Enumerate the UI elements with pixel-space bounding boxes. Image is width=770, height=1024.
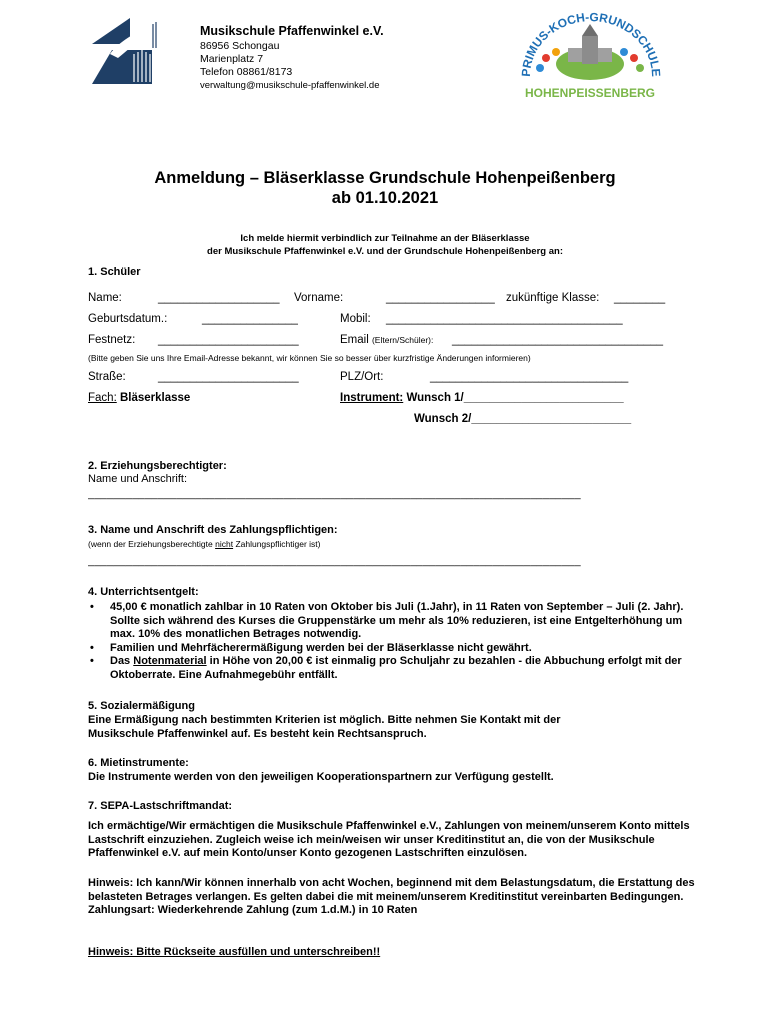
org-phone: Telefon 08861/8173	[200, 66, 293, 78]
email-label-note: (Eltern/Schüler):	[371, 335, 434, 345]
section-miete-heading: 6. Mietinstrumente:	[88, 757, 189, 769]
section-entgelt-heading: 4. Unterrichtsentgelt:	[88, 586, 199, 598]
musikschule-logo	[90, 14, 160, 86]
logo-bottom-text: HOHENPEISSENBERG	[524, 86, 656, 100]
page-title-date: ab 01.10.2021	[331, 189, 439, 207]
musikschule-logo-graphic	[90, 14, 160, 86]
entgelt-bullet-3-underline: Notenmaterial	[133, 655, 207, 667]
mobil-field[interactable]: _____________________________________	[386, 313, 623, 325]
miete-text: Die Instrumente werden von den jeweiligen Kooperationspartnern zur Verfügung gestellt.	[88, 771, 554, 783]
wunsch2-row	[414, 413, 631, 425]
logo-arc-text: PRIMUS-KOCH-GRUNDSCHULE	[518, 9, 664, 78]
wunsch1-label: Wunsch 1/	[406, 392, 464, 404]
name-label: Name:	[88, 292, 122, 304]
section-schueler-heading: 1. Schüler	[88, 266, 141, 278]
zahlung-note	[88, 539, 320, 549]
fach-label: Fach:	[88, 392, 117, 404]
org-email: verwaltung@musikschule-pfaffenwinkel.de	[200, 80, 380, 91]
email-label-text: Email	[340, 334, 369, 346]
zahlung-note-underline: nicht	[215, 539, 234, 549]
erziehung-field[interactable]: ______________________________________________________________________________	[88, 488, 581, 500]
geburtsdatum-field[interactable]: _______________	[202, 313, 298, 325]
email-field[interactable]: _________________________________	[452, 334, 664, 346]
grundschule-logo	[512, 6, 668, 102]
vorname-field[interactable]: _________________	[386, 292, 495, 304]
plz-label: PLZ/Ort:	[340, 371, 384, 383]
entgelt-bullet-1: • 45,00 € monatlich zahlbar in 10 Raten von Oktober bis Juli (1.Jahr), in 11 Raten von September – Juli (2. Jahr). Sollte sich während des Kurses die Gruppenstärke um mehr als 10% reduzieren, ist eine Entgelterhöhung um max. 10% des monatlichen Betrages notwendig.	[88, 601, 708, 642]
zahlung-note-pre: (wenn der Erziehungsberechtigte	[88, 539, 216, 549]
section-sozial-heading: 5. Sozialermäßigung	[88, 700, 195, 712]
mobil-label: Mobil:	[340, 313, 371, 325]
org-address-line1: 86956 Schongau	[200, 40, 280, 52]
fach-row	[88, 392, 190, 404]
page-title: Anmeldung – Bläserklasse Grundschule Hohenpeißenberg	[154, 169, 616, 187]
geburtsdatum-label: Geburtsdatum.:	[88, 313, 168, 325]
plz-field[interactable]: _______________________________	[430, 371, 629, 383]
entgelt-bullet-3-pre: Das	[110, 655, 134, 667]
entgelt-list	[88, 601, 708, 682]
sepa-text-2: Hinweis: Ich kann/Wir können innerhalb von acht Wochen, beginnend mit dem Belastungsdatum, die Erstattung des belasteten Betrages verlangen. Es gelten dabei die mit meinem/unserem Kreditinstitut vereinbarten Bedingungen. Zahlungsart: Wiederkehrende Zahlung (zum 1.d.M.) in 10 Raten	[88, 877, 695, 916]
email-hint: (Bitte geben Sie uns Ihre Email-Adresse bekannt, wir können Sie so besser über kurzfristige Änderungen informieren)	[88, 353, 531, 363]
section-sepa-heading: 7. SEPA-Lastschriftmandat:	[88, 800, 233, 812]
instrument-label: Instrument:	[340, 392, 404, 404]
klasse-field[interactable]: ________	[614, 292, 666, 304]
strasse-label: Straße:	[88, 371, 126, 383]
sepa-text-1: Ich ermächtige/Wir ermächtigen die Musikschule Pfaffenwinkel e.V., Zahlungen von meinem/unserem Konto mittels Lastschrift einzuziehen. Zugleich weise ich mein/weisen wir unser Kreditinstitut an, die von der Musikschule Pfaffenwinkel e.V. auf mein Konto/unser Konto gezogenen Lastschriften einzulösen.	[88, 820, 690, 859]
entgelt-bullet-3	[88, 655, 708, 682]
klasse-label: zukünftige Klasse:	[506, 292, 600, 304]
vorname-label: Vorname:	[294, 292, 344, 304]
section-zahlung-heading: 3. Name und Anschrift des Zahlungspflichtigen:	[88, 524, 338, 536]
festnetz-field[interactable]: ______________________	[158, 334, 299, 346]
org-address-line2: Marienplatz 7	[200, 53, 264, 65]
instrument-row	[340, 392, 624, 404]
zahlung-note-post: Zahlungspflichtiger ist)	[233, 539, 321, 549]
intro-line2: der Musikschule Pfaffenwinkel e.V. und der Grundschule Hohenpeißenberg an:	[207, 246, 563, 257]
org-name: Musikschule Pfaffenwinkel e.V.	[200, 24, 384, 38]
intro-line1: Ich melde hiermit verbindlich zur Teilnahme an der Bläserklasse	[240, 233, 530, 244]
name-field[interactable]: ___________________	[158, 292, 280, 304]
erziehung-sub: Name und Anschrift:	[88, 473, 188, 485]
zahlung-field[interactable]: ______________________________________________________________________________	[88, 555, 581, 567]
wunsch2-label: Wunsch 2/	[414, 413, 472, 425]
wunsch2-field[interactable]: _________________________	[471, 413, 632, 425]
footer-hint: Hinweis: Bitte Rückseite ausfüllen und unterschreiben!!	[88, 946, 381, 958]
wunsch1-field[interactable]: _________________________	[463, 392, 624, 404]
festnetz-label: Festnetz:	[88, 334, 136, 346]
fach-value: Bläserklasse	[119, 392, 191, 404]
strasse-field[interactable]: ______________________	[158, 371, 299, 383]
entgelt-bullet-2: • Familien und Mehrfächerermäßigung werden bei der Bläserklasse nicht gewährt.	[88, 642, 708, 656]
entgelt-bullet-3-post: in Höhe von 20,00 € ist einmalig pro Schuljahr zu bezahlen - die Abbuchung erfolgt mit der Oktoberrate. Eine Aufnahmegebühr entfällt.	[110, 655, 682, 681]
sozial-text: Eine Ermäßigung nach bestimmten Kriterien ist möglich. Bitte nehmen Sie Kontakt mit der Musikschule Pfaffenwinkel auf. Es besteht kein Rechtsanspruch.	[88, 714, 561, 740]
email-label	[340, 334, 433, 346]
section-erziehung-heading: 2. Erziehungsberechtigter:	[88, 460, 227, 472]
